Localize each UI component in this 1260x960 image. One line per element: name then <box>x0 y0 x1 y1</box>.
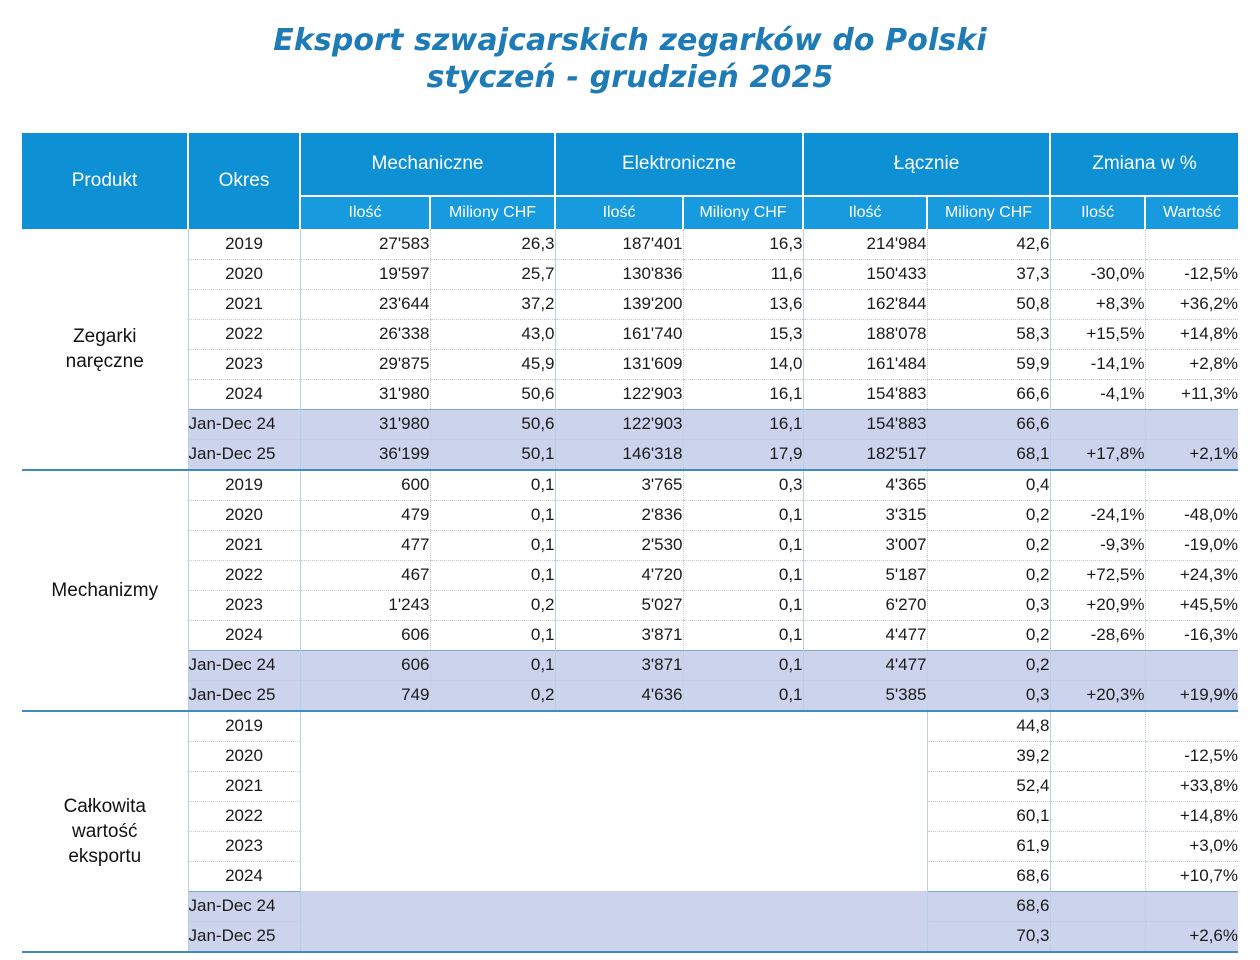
header-mechaniczne-miliony-chf: Miliony CHF <box>430 196 555 229</box>
cell-mechaniczne-ilosc: 479 <box>300 500 430 530</box>
cell-zmiana-wartosc: +24,3% <box>1145 560 1238 590</box>
cell-zmiana-wartosc: +14,8% <box>1145 801 1238 831</box>
cell-zmiana-ilosc <box>1050 741 1145 771</box>
cell-lacznie-miliony-chf: 50,8 <box>927 289 1050 319</box>
cell-mechaniczne-miliony-chf: 0,1 <box>430 500 555 530</box>
cell-lacznie-miliony-chf: 39,2 <box>927 741 1050 771</box>
page-title-line-1: Eksport szwajcarskich zegarków do Polski <box>273 23 987 58</box>
cell-mechaniczne-miliony-chf: 50,6 <box>430 379 555 409</box>
period-cell: 2024 <box>188 861 300 891</box>
cell-zmiana-wartosc: +33,8% <box>1145 771 1238 801</box>
period-cell: 2022 <box>188 560 300 590</box>
cell-zmiana-ilosc <box>1050 921 1145 951</box>
cell-lacznie-miliony-chf: 0,3 <box>927 590 1050 620</box>
summary-row <box>22 409 1238 439</box>
period-cell: Jan-Dec 25 <box>188 680 300 710</box>
cell-lacznie-miliony-chf: 0,2 <box>927 620 1050 650</box>
cell-zmiana-ilosc: -4,1% <box>1050 379 1145 409</box>
period-cell: Jan-Dec 24 <box>188 409 300 439</box>
table-body <box>22 229 1238 952</box>
cell-lacznie-miliony-chf: 0,3 <box>927 680 1050 710</box>
header-okres: Okres <box>188 133 300 229</box>
cell-mechaniczne-ilosc: 749 <box>300 680 430 710</box>
cell-zmiana-wartosc <box>1145 229 1238 259</box>
cell-lacznie-ilosc: 4'477 <box>803 620 927 650</box>
period-cell: 2020 <box>188 741 300 771</box>
product-label-2 <box>22 470 188 710</box>
cell-elektroniczne-ilosc: 3'765 <box>555 470 683 500</box>
summary-row <box>22 650 1238 680</box>
table-row <box>22 259 1238 289</box>
header-group-zmiana: Zmiana w % <box>1050 133 1238 196</box>
period-cell: 2022 <box>188 801 300 831</box>
cell-elektroniczne-ilosc: 161'740 <box>555 319 683 349</box>
cell-elektroniczne-miliony-chf: 16,3 <box>683 229 803 259</box>
cell-elektroniczne-miliony-chf: 0,1 <box>683 530 803 560</box>
cell-elektroniczne-ilosc: 139'200 <box>555 289 683 319</box>
cell-mechaniczne-miliony-chf: 45,9 <box>430 349 555 379</box>
cell-lacznie-miliony-chf: 0,2 <box>927 650 1050 680</box>
cell-zmiana-ilosc <box>1050 711 1145 741</box>
cell-elektroniczne-ilosc: 130'836 <box>555 259 683 289</box>
cell-mechaniczne-ilosc: 600 <box>300 470 430 500</box>
cell-mechaniczne-ilosc: 606 <box>300 620 430 650</box>
period-cell: Jan-Dec 24 <box>188 650 300 680</box>
cell-lacznie-ilosc: 5'187 <box>803 560 927 590</box>
cell-zmiana-wartosc <box>1145 409 1238 439</box>
table-row <box>22 349 1238 379</box>
cell-zmiana-wartosc: +2,6% <box>1145 921 1238 951</box>
cell-lacznie-ilosc: 154'883 <box>803 409 927 439</box>
cell-zmiana-wartosc: +45,5% <box>1145 590 1238 620</box>
cell-elektroniczne-miliony-chf: 0,1 <box>683 560 803 590</box>
page-title-line-2: styczeń - grudzień 2025 <box>426 60 834 95</box>
cell-mechaniczne-ilosc: 36'199 <box>300 439 430 469</box>
cell-lacznie-miliony-chf: 68,6 <box>927 891 1050 921</box>
cell-lacznie-miliony-chf: 68,6 <box>927 861 1050 891</box>
cell-zmiana-wartosc: +36,2% <box>1145 289 1238 319</box>
cell-elektroniczne-ilosc: 5'027 <box>555 590 683 620</box>
cell-elektroniczne-miliony-chf: 16,1 <box>683 409 803 439</box>
product-label-3 <box>22 711 188 951</box>
cell-zmiana-wartosc <box>1145 891 1238 921</box>
period-cell: 2021 <box>188 771 300 801</box>
product-label-line: Mechanizmy <box>51 580 159 601</box>
period-cell: 2019 <box>188 711 300 741</box>
cell-lacznie-miliony-chf: 0,4 <box>927 470 1050 500</box>
cell-lacznie-miliony-chf: 66,6 <box>927 379 1050 409</box>
cell-zmiana-ilosc: -9,3% <box>1050 530 1145 560</box>
cell-elektroniczne-ilosc: 122'903 <box>555 409 683 439</box>
cell-lacznie-ilosc: 162'844 <box>803 289 927 319</box>
period-cell: 2023 <box>188 349 300 379</box>
header-group-lacznie: Łącznie <box>803 133 1050 196</box>
cell-elektroniczne-miliony-chf: 17,9 <box>683 439 803 469</box>
product-label-line: wartość <box>72 821 138 842</box>
cell-lacznie-ilosc: 3'315 <box>803 500 927 530</box>
table-row <box>22 319 1238 349</box>
cell-zmiana-wartosc: +11,3% <box>1145 379 1238 409</box>
cell-zmiana-ilosc <box>1050 801 1145 831</box>
cell-zmiana-wartosc: -16,3% <box>1145 620 1238 650</box>
cell-lacznie-miliony-chf: 0,2 <box>927 530 1050 560</box>
cell-zmiana-ilosc: +20,9% <box>1050 590 1145 620</box>
cell-mechaniczne-ilosc: 1'243 <box>300 590 430 620</box>
cell-elektroniczne-miliony-chf: 15,3 <box>683 319 803 349</box>
period-cell: 2023 <box>188 831 300 861</box>
period-cell: Jan-Dec 25 <box>188 439 300 469</box>
cell-lacznie-miliony-chf: 70,3 <box>927 921 1050 951</box>
product-label-line: Zegarki <box>73 326 137 347</box>
cell-zmiana-wartosc: -12,5% <box>1145 259 1238 289</box>
table-row <box>22 560 1238 590</box>
cell-mechaniczne-ilosc: 31'980 <box>300 379 430 409</box>
cell-zmiana-wartosc: -12,5% <box>1145 741 1238 771</box>
cell-elektroniczne-miliony-chf: 13,6 <box>683 289 803 319</box>
header-row-groups <box>22 133 1238 196</box>
page-title <box>0 22 1260 96</box>
table-bottom-rule <box>22 951 1238 952</box>
table-row <box>22 289 1238 319</box>
cell-elektroniczne-ilosc: 187'401 <box>555 229 683 259</box>
cell-zmiana-wartosc: +10,7% <box>1145 861 1238 891</box>
cell-mechaniczne-miliony-chf: 0,1 <box>430 620 555 650</box>
cell-elektroniczne-miliony-chf: 0,1 <box>683 620 803 650</box>
cell-lacznie-ilosc: 4'365 <box>803 470 927 500</box>
cell-elektroniczne-ilosc: 146'318 <box>555 439 683 469</box>
cell-lacznie-miliony-chf: 37,3 <box>927 259 1050 289</box>
block-divider-line <box>22 951 1238 952</box>
cell-mechaniczne-miliony-chf: 43,0 <box>430 319 555 349</box>
summary-row <box>22 891 1238 921</box>
cell-zmiana-wartosc: +2,1% <box>1145 439 1238 469</box>
cell-lacznie-ilosc: 161'484 <box>803 349 927 379</box>
header-lacznie-miliony-chf: Miliony CHF <box>927 196 1050 229</box>
cell-mechaniczne-miliony-chf: 50,1 <box>430 439 555 469</box>
table-row <box>22 229 1238 259</box>
cell-lacznie-miliony-chf: 66,6 <box>927 409 1050 439</box>
header-elektroniczne-miliony-chf: Miliony CHF <box>683 196 803 229</box>
cell-mechaniczne-ilosc: 26'338 <box>300 319 430 349</box>
period-cell: 2024 <box>188 379 300 409</box>
header-zmiana-ilosc: Ilość <box>1050 196 1145 229</box>
period-cell: 2020 <box>188 500 300 530</box>
summary-row <box>22 439 1238 469</box>
cell-lacznie-ilosc: 150'433 <box>803 259 927 289</box>
cell-elektroniczne-miliony-chf: 0,1 <box>683 650 803 680</box>
cell-mechaniczne-miliony-chf: 25,7 <box>430 259 555 289</box>
cell-mechaniczne-ilosc: 19'597 <box>300 259 430 289</box>
cell-elektroniczne-miliony-chf: 0,1 <box>683 500 803 530</box>
cell-lacznie-miliony-chf: 0,2 <box>927 560 1050 590</box>
cell-elektroniczne-miliony-chf: 0,1 <box>683 590 803 620</box>
cell-lacznie-miliony-chf: 42,6 <box>927 229 1050 259</box>
cell-zmiana-ilosc <box>1050 409 1145 439</box>
period-cell: Jan-Dec 24 <box>188 891 300 921</box>
product-label-line: Całkowita <box>63 796 146 817</box>
cell-lacznie-miliony-chf: 68,1 <box>927 439 1050 469</box>
cell-zmiana-wartosc: +3,0% <box>1145 831 1238 861</box>
cell-mechaniczne-miliony-chf: 0,1 <box>430 530 555 560</box>
cell-zmiana-ilosc <box>1050 831 1145 861</box>
cell-zmiana-ilosc: +17,8% <box>1050 439 1145 469</box>
table-row <box>22 530 1238 560</box>
cell-zmiana-wartosc <box>1145 470 1238 500</box>
cell-mechaniczne-miliony-chf: 37,2 <box>430 289 555 319</box>
cell-lacznie-miliony-chf: 60,1 <box>927 801 1050 831</box>
period-cell: 2024 <box>188 620 300 650</box>
empty-region <box>300 891 927 951</box>
cell-elektroniczne-ilosc: 131'609 <box>555 349 683 379</box>
cell-elektroniczne-ilosc: 2'836 <box>555 500 683 530</box>
header-group-mechaniczne: Mechaniczne <box>300 133 555 196</box>
cell-lacznie-ilosc: 188'078 <box>803 319 927 349</box>
cell-zmiana-wartosc: -19,0% <box>1145 530 1238 560</box>
cell-elektroniczne-miliony-chf: 0,1 <box>683 680 803 710</box>
cell-lacznie-ilosc: 154'883 <box>803 379 927 409</box>
table-row <box>22 620 1238 650</box>
cell-elektroniczne-miliony-chf: 14,0 <box>683 349 803 379</box>
cell-lacznie-miliony-chf: 61,9 <box>927 831 1050 861</box>
cell-zmiana-wartosc: +14,8% <box>1145 319 1238 349</box>
period-cell: 2023 <box>188 590 300 620</box>
cell-mechaniczne-ilosc: 29'875 <box>300 349 430 379</box>
cell-zmiana-ilosc <box>1050 771 1145 801</box>
cell-lacznie-ilosc: 6'270 <box>803 590 927 620</box>
cell-zmiana-ilosc: -24,1% <box>1050 500 1145 530</box>
period-cell: 2022 <box>188 319 300 349</box>
cell-zmiana-ilosc: -14,1% <box>1050 349 1145 379</box>
product-label-line: eksportu <box>68 846 142 867</box>
cell-zmiana-ilosc: -28,6% <box>1050 620 1145 650</box>
period-cell: 2019 <box>188 229 300 259</box>
cell-zmiana-ilosc <box>1050 891 1145 921</box>
cell-elektroniczne-ilosc: 4'720 <box>555 560 683 590</box>
cell-elektroniczne-ilosc: 3'871 <box>555 650 683 680</box>
cell-elektroniczne-miliony-chf: 11,6 <box>683 259 803 289</box>
cell-mechaniczne-miliony-chf: 0,2 <box>430 680 555 710</box>
cell-zmiana-wartosc: -48,0% <box>1145 500 1238 530</box>
cell-zmiana-ilosc <box>1050 470 1145 500</box>
summary-row <box>22 680 1238 710</box>
cell-lacznie-miliony-chf: 59,9 <box>927 349 1050 379</box>
header-elektroniczne-ilosc: Ilość <box>555 196 683 229</box>
cell-zmiana-wartosc: +2,8% <box>1145 349 1238 379</box>
period-cell: 2021 <box>188 530 300 560</box>
cell-lacznie-ilosc: 4'477 <box>803 650 927 680</box>
cell-mechaniczne-miliony-chf: 0,1 <box>430 560 555 590</box>
cell-lacznie-ilosc: 3'007 <box>803 530 927 560</box>
cell-lacznie-ilosc: 182'517 <box>803 439 927 469</box>
cell-zmiana-wartosc: +19,9% <box>1145 680 1238 710</box>
cell-zmiana-ilosc <box>1050 650 1145 680</box>
cell-lacznie-miliony-chf: 44,8 <box>927 711 1050 741</box>
cell-zmiana-ilosc: +72,5% <box>1050 560 1145 590</box>
cell-elektroniczne-miliony-chf: 16,1 <box>683 379 803 409</box>
header-mechaniczne-ilosc: Ilość <box>300 196 430 229</box>
cell-elektroniczne-ilosc: 122'903 <box>555 379 683 409</box>
cell-mechaniczne-ilosc: 23'644 <box>300 289 430 319</box>
cell-lacznie-miliony-chf: 58,3 <box>927 319 1050 349</box>
empty-region <box>300 711 927 891</box>
cell-zmiana-ilosc <box>1050 229 1145 259</box>
export-statistics-table <box>22 133 1238 953</box>
table-row <box>22 500 1238 530</box>
table-row <box>22 711 1238 741</box>
cell-mechaniczne-miliony-chf: 0,1 <box>430 650 555 680</box>
product-label-line: naręczne <box>65 351 144 372</box>
table-row <box>22 379 1238 409</box>
cell-lacznie-miliony-chf: 0,2 <box>927 500 1050 530</box>
cell-mechaniczne-ilosc: 467 <box>300 560 430 590</box>
header-group-elektroniczne: Elektroniczne <box>555 133 803 196</box>
cell-mechaniczne-miliony-chf: 0,1 <box>430 470 555 500</box>
header-zmiana-wartosc: Wartość <box>1145 196 1238 229</box>
period-cell: Jan-Dec 25 <box>188 921 300 951</box>
cell-mechaniczne-ilosc: 477 <box>300 530 430 560</box>
table-row <box>22 470 1238 500</box>
cell-mechaniczne-ilosc: 27'583 <box>300 229 430 259</box>
cell-lacznie-ilosc: 214'984 <box>803 229 927 259</box>
cell-mechaniczne-miliony-chf: 50,6 <box>430 409 555 439</box>
cell-zmiana-wartosc <box>1145 711 1238 741</box>
header-produkt: Produkt <box>22 133 188 229</box>
cell-lacznie-miliony-chf: 52,4 <box>927 771 1050 801</box>
cell-lacznie-ilosc: 5'385 <box>803 680 927 710</box>
cell-elektroniczne-ilosc: 4'636 <box>555 680 683 710</box>
cell-zmiana-ilosc <box>1050 861 1145 891</box>
cell-mechaniczne-ilosc: 606 <box>300 650 430 680</box>
cell-zmiana-ilosc: -30,0% <box>1050 259 1145 289</box>
cell-mechaniczne-miliony-chf: 26,3 <box>430 229 555 259</box>
table-header <box>22 133 1238 229</box>
period-cell: 2019 <box>188 470 300 500</box>
cell-zmiana-wartosc <box>1145 650 1238 680</box>
product-label-1 <box>22 229 188 469</box>
cell-zmiana-ilosc: +8,3% <box>1050 289 1145 319</box>
cell-zmiana-ilosc: +20,3% <box>1050 680 1145 710</box>
cell-elektroniczne-ilosc: 2'530 <box>555 530 683 560</box>
cell-elektroniczne-miliony-chf: 0,3 <box>683 470 803 500</box>
cell-mechaniczne-miliony-chf: 0,2 <box>430 590 555 620</box>
cell-zmiana-ilosc: +15,5% <box>1050 319 1145 349</box>
period-cell: 2021 <box>188 289 300 319</box>
period-cell: 2020 <box>188 259 300 289</box>
header-lacznie-ilosc: Ilość <box>803 196 927 229</box>
cell-mechaniczne-ilosc: 31'980 <box>300 409 430 439</box>
table-row <box>22 590 1238 620</box>
cell-elektroniczne-ilosc: 3'871 <box>555 620 683 650</box>
